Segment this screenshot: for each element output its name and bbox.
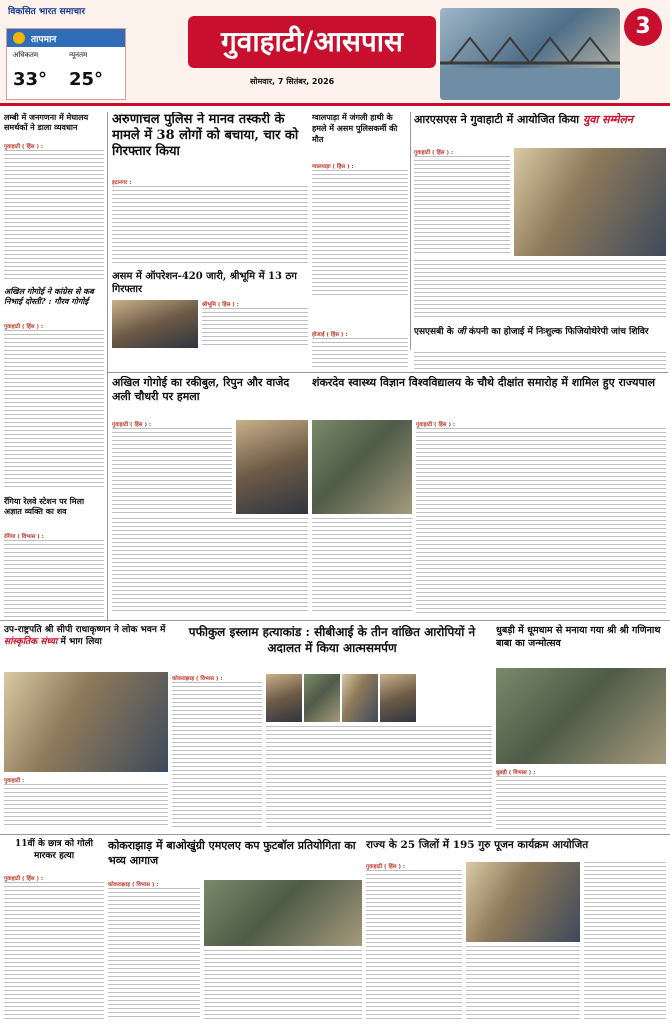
article-akhil-attack-photo [236,420,308,514]
article-sankardev-body [416,428,666,614]
article-gwalpara-body [312,170,408,298]
article-gwalpara-headline: ग्वालपाड़ा में जंगली हाथी के हमले में असम पुलिसकर्मी की मौत [312,112,398,144]
masthead [0,0,670,106]
max-temp-label: अधिकतम [13,51,39,59]
article-akhil-attack-body [112,428,232,514]
page-number: 3 [635,14,651,39]
article-sankardev-body-left [312,518,412,614]
bridge-image [440,8,620,100]
article-akhil-attack-dateline: गुवाहाटी ( हिंस ) : [112,422,152,428]
article-lumbi-body [4,150,104,280]
article-pafikul-body [172,682,262,830]
article-kokrajhar-dateline: कोकराझाड़ ( विभास ) : [108,882,159,888]
article-sankardev-headline: शंकरदेव स्वास्थ्य विज्ञान विश्वविद्यालय के चौथे दीक्षांत समारोह में शामिल हुए राज्यपाल [312,376,656,389]
article-gurupujan-body-middle [466,946,580,1020]
article-sankardev-photo [312,420,412,514]
article-dhubri-photo [496,668,666,764]
article-kokrajhar-body [108,888,200,1020]
article-operation420-dateline: श्रीभूमि ( हिंस ) : [202,302,239,308]
article-pafikul-photo-4 [380,674,416,722]
article-physio-body-continued [414,352,666,370]
article-pafikul-photo-2 [304,674,340,722]
article-arunachal-body [112,186,308,264]
article-kokrajhar-headline: कोकराझाड़ में बाओखुंग्री एमएलए कप फुटबॉल प्रतियोगिता का भव्य आगाज [108,839,356,867]
article-vp-headline [4,624,168,670]
article-lumbi-dateline: गुवाहाटी ( हिंस ) : [4,144,44,150]
article-vp-headline-rest: में भाग लिया [57,637,102,647]
min-temp-label: न्यूनतम [69,51,88,59]
article-pafikul-photo-1 [266,674,302,722]
column-divider [107,112,108,620]
article-rss-youth-headline-main: आरएसएस ने गुवाहाटी में आयोजित किया [414,113,583,126]
article-operation420-photo [112,300,198,348]
article-rss-youth-photo [514,148,666,256]
article-gwalpara-dateline: ग्वालपाड़ा ( हिंस ) : [312,164,354,170]
article-arunachal-headline: अरुणाचल पुलिस ने मानव तस्करी के मामले में 38 लोगों को बचाया, चार को गिरफ्तार किया [112,112,299,159]
article-kokrajhar-photo [204,880,362,946]
article-dhubri-body [496,776,666,830]
article-student-headline: 11वीं के छात्र को गोली मारकर हत्या [15,839,93,861]
section-divider [0,834,670,835]
article-pafikul-body-continued [266,726,492,830]
edition-label: विकसित भारत समाचार [8,7,86,17]
article-arunachal-dateline: इटानगर : [112,180,132,186]
left-column [4,112,104,620]
article-physio-headline-main: एसएसबी के [414,327,457,337]
article-kokrajhar-body-continued [204,950,362,1020]
article-operation420-headline: असम में ऑपरेशन-420 जारी, श्रीभूमि में 13 ठग गिरफ्तार [112,271,297,295]
article-physio-headline-rest: कंपनी का होजाई में निःशुल्क फिजियोथेरेपी जांच शिविर [465,327,649,337]
article-gurupujan-body [366,870,462,1020]
section-divider [0,620,670,621]
article-dhubri-dateline: धुबड़ी ( विभास ) : [496,770,536,776]
article-rangiya-body [4,540,104,620]
article-rss-youth-headline-italic: युवा सम्मेलन [582,113,634,126]
article-pafikul-headline: पफीकुल इस्लाम हत्याकांड : सीबीआई के तीन वांछित आरोपियों ने अदालत में किया आत्मसमर्पण [188,625,476,655]
temperature-label: तापमान [31,35,57,44]
page-number-badge [624,8,662,46]
date-line: सोमवार, 7 सितंबर, 2026 [250,77,335,86]
article-vp-headline-italic: सांस्कृतिक संध्या [4,637,58,647]
title-banner [188,16,436,68]
article-rangiya-dateline: रंगिया ( विभास ) : [4,534,44,540]
article-akhil-attack-body-continued [112,518,308,614]
section-divider [108,372,668,373]
article-physio-body [312,338,408,368]
weather-header [7,29,125,47]
article-akhil-congress-dateline: गुवाहाटी ( हिंस ) : [4,324,44,330]
article-gurupujan-body-right [584,862,666,1020]
article-vp-dateline: गुवाहाटी : [4,778,25,784]
article-vp-body [4,784,168,828]
article-sankardev-dateline: गुवाहाटी ( हिंस ) : [416,422,456,428]
article-vp-photo [4,672,168,772]
article-pafikul-photo-3 [342,674,378,722]
article-physio-dateline: होजाई ( हिंस ) : [312,332,348,338]
article-rss-youth-body [414,156,510,256]
max-temp-value: 33° [13,69,48,90]
article-student-body [4,882,104,1020]
article-vp-headline-main: उप-राष्ट्रपति श्री सीपी राधाकृष्णन ने लोक भवन में [4,625,166,635]
article-physio-headline [414,326,666,350]
article-gurupujan-dateline: गुवाहाटी ( हिंस ) : [366,864,406,870]
article-akhil-attack-headline: अखिल गोगोई का रकीबुल, रिपुन और वाजेद अली चौधरी पर हमला [112,376,290,403]
bridge-illustration [440,8,620,100]
article-physio-headline-italic: जी [456,327,466,337]
weather-box [6,28,126,100]
article-akhil-congress-headline: अखिल गोगोई ने कांग्रेस से कब निभाई दोस्ती? : गौरव गोगोई [4,286,94,306]
article-rangiya-headline: रँगिया रेलवे स्टेशन पर मिला अज्ञात व्यक्ति का शव [4,496,85,516]
article-operation420-body [202,308,308,348]
page-title: गुवाहाटी/आसपास [221,25,403,58]
article-rss-youth-body-continued [414,260,666,320]
article-pafikul-dateline: कोकराझाड़ ( विभास ) : [172,676,223,682]
min-temp-value: 25° [69,69,104,90]
column-divider [410,112,411,350]
article-rss-youth-dateline: गुवाहाटी ( हिंस ) : [414,150,454,156]
article-gurupujan-photo [466,862,580,942]
article-akhil-congress-body [4,330,104,490]
article-dhubri-headline: धुबड़ी में धूमधाम से मनाया गया श्री श्री गणिनाथ बाबा का जन्मोत्सव [496,625,661,649]
article-lumbi-headline: लम्बी में जनगणना में मेघालय समर्थकों ने डाला व्यवधान [4,112,89,132]
article-student-dateline: गुवाहाटी ( हिंस ) : [4,876,44,882]
sun-icon [13,32,25,44]
article-rss-youth-headline [414,112,666,146]
article-gurupujan-headline: राज्य के 25 जिलों में 195 गुरु पूजन कार्यक्रम आयोजित [366,839,589,851]
